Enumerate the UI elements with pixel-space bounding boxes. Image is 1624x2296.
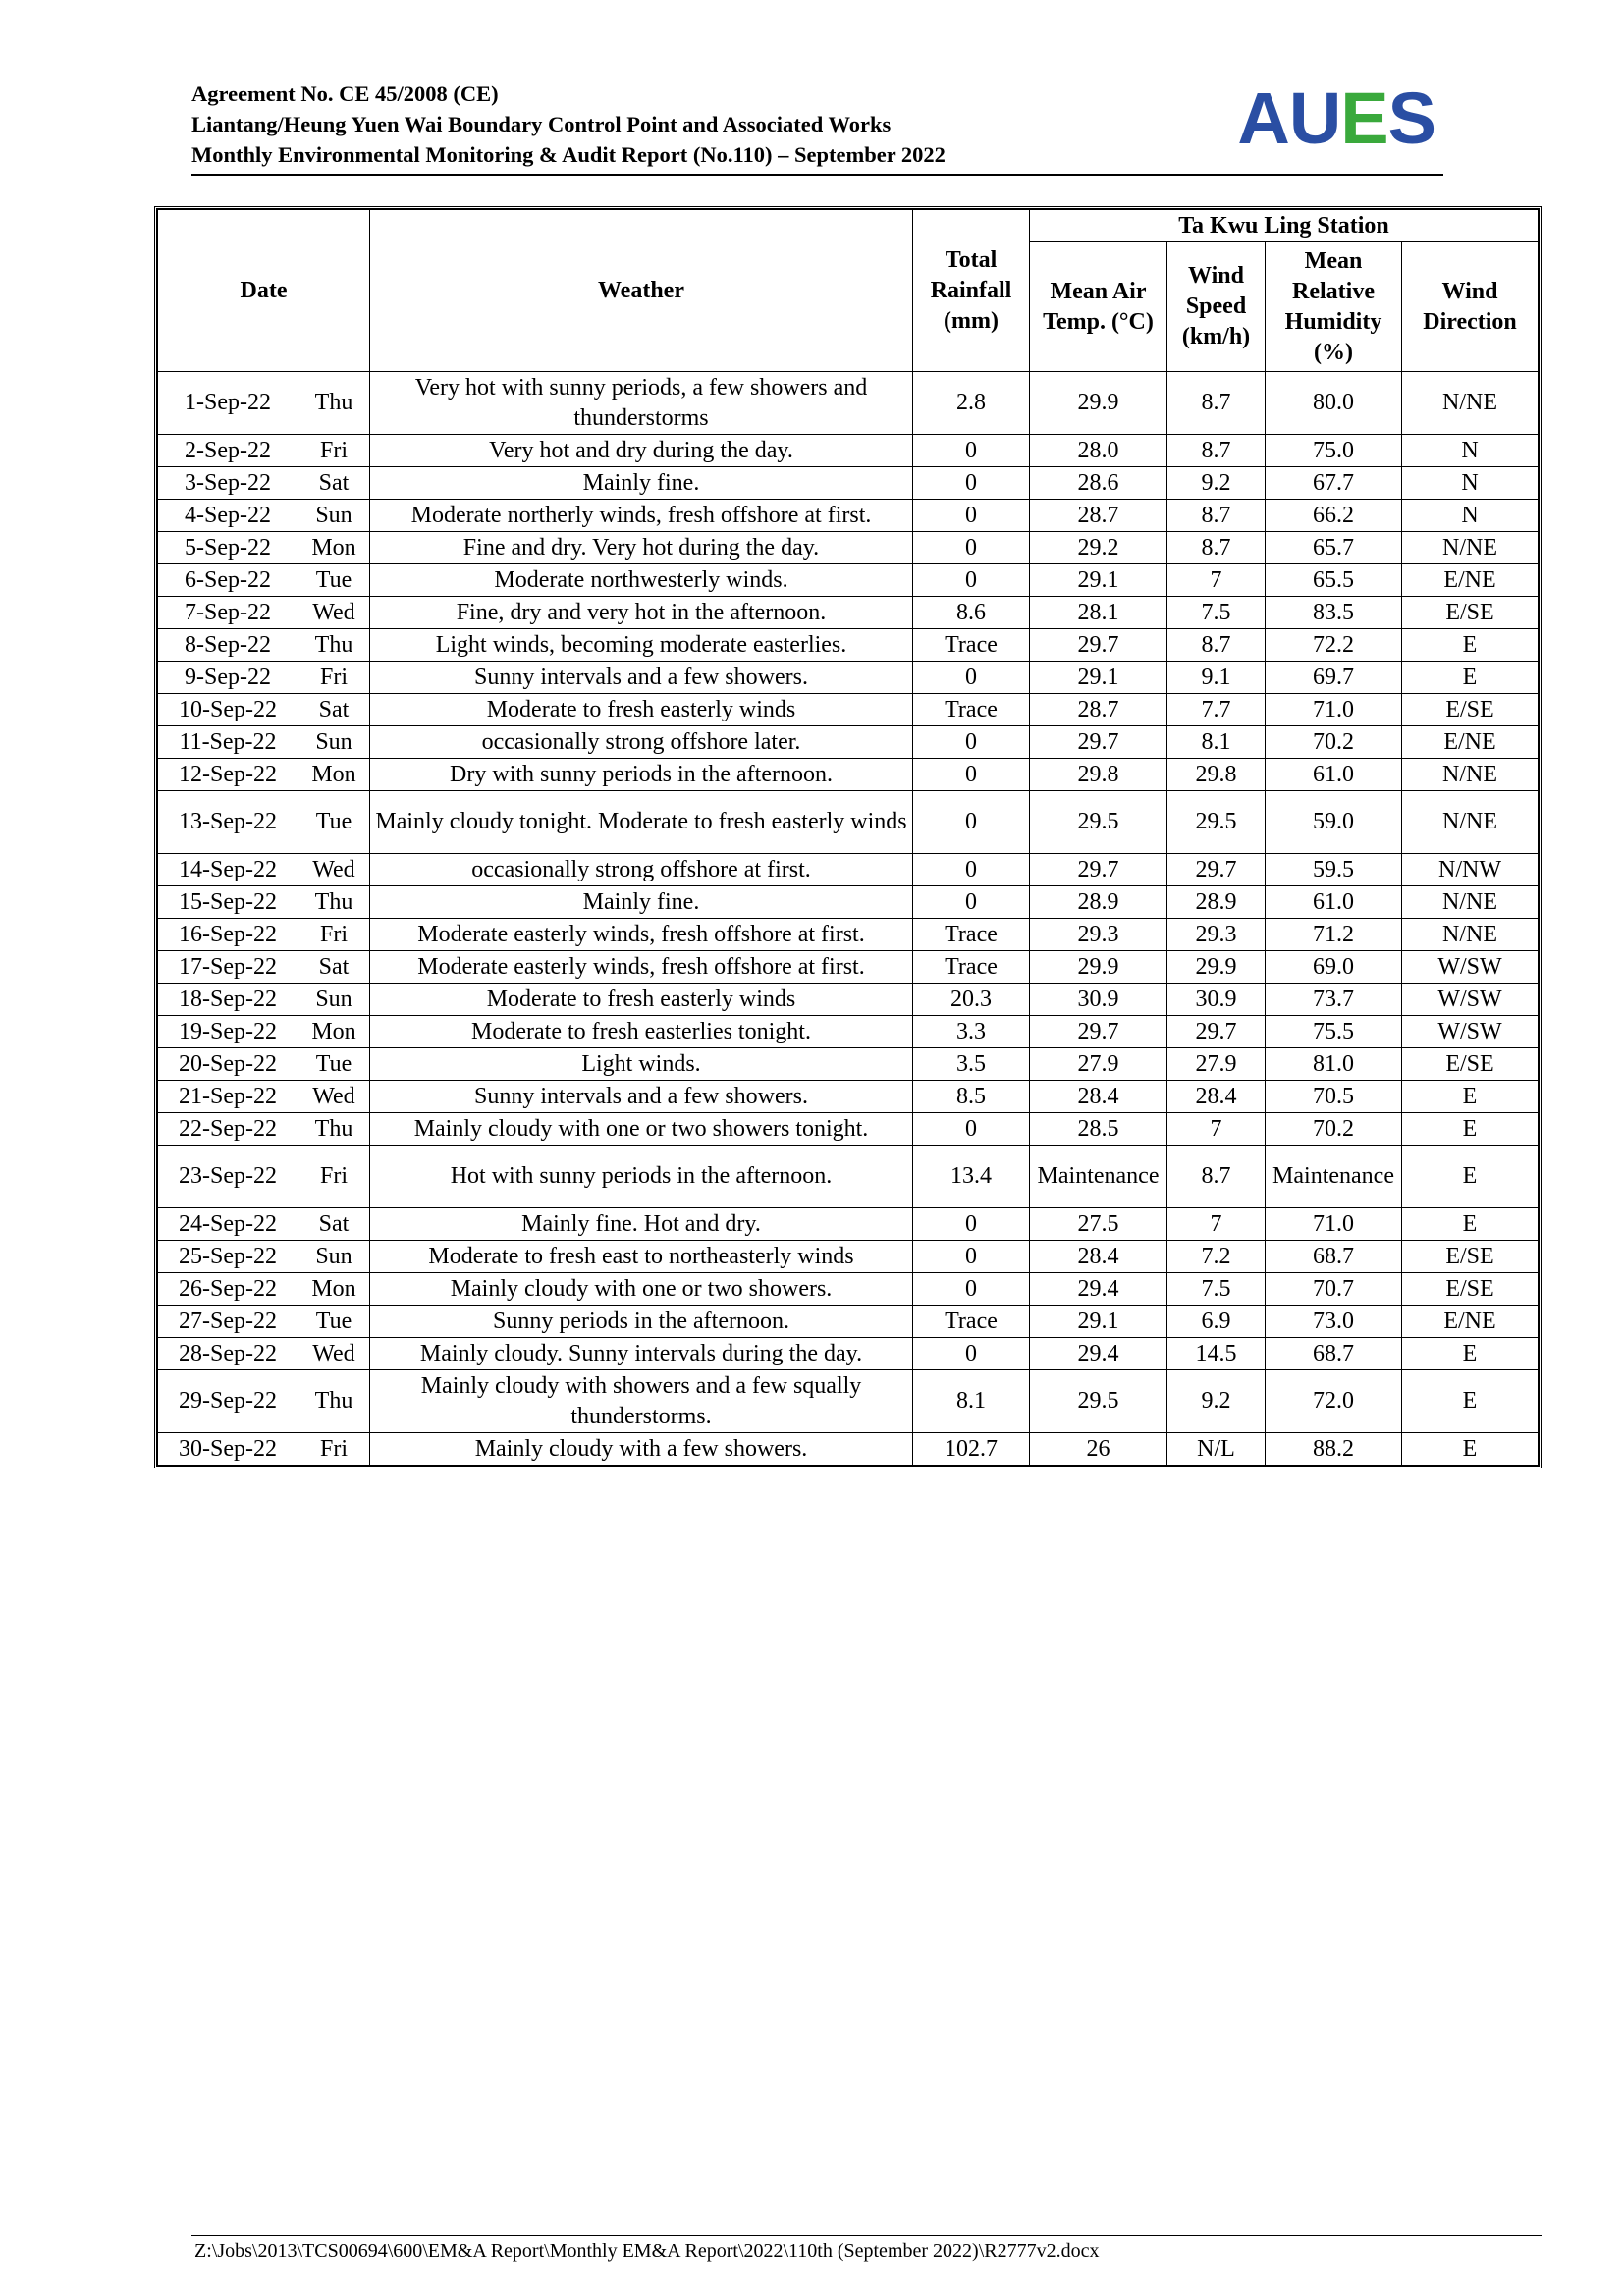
temp-cell: 30.9 xyxy=(1030,984,1167,1016)
humidity-cell: 66.2 xyxy=(1266,500,1402,532)
wind-direction-cell: N/NW xyxy=(1402,854,1539,886)
wind-speed-cell: 29.7 xyxy=(1167,854,1266,886)
rainfall-cell: 0 xyxy=(913,1273,1030,1306)
temp-cell: 27.9 xyxy=(1030,1048,1167,1081)
day-cell: Thu xyxy=(298,886,370,919)
table-row xyxy=(158,854,1539,886)
weather-cell: Mainly cloudy tonight. Moderate to fresh easterly winds xyxy=(370,791,913,854)
rainfall-cell: 0 xyxy=(913,532,1030,564)
rainfall-cell: 13.4 xyxy=(913,1146,1030,1208)
weather-cell: Sunny periods in the afternoon. xyxy=(370,1306,913,1338)
wind-direction-cell: N xyxy=(1402,435,1539,467)
wind-speed-cell: 8.7 xyxy=(1167,532,1266,564)
header-date: Date xyxy=(158,210,370,372)
temp-cell: 29.9 xyxy=(1030,372,1167,435)
day-cell: Mon xyxy=(298,759,370,791)
table-row xyxy=(158,1048,1539,1081)
date-cell: 28-Sep-22 xyxy=(158,1338,298,1370)
weather-cell: Mainly fine. xyxy=(370,467,913,500)
day-cell: Thu xyxy=(298,629,370,662)
weather-cell: Very hot and dry during the day. xyxy=(370,435,913,467)
day-cell: Sat xyxy=(298,467,370,500)
weather-cell: Moderate easterly winds, fresh offshore at first. xyxy=(370,919,913,951)
wind-speed-cell: 7.7 xyxy=(1167,694,1266,726)
wind-direction-cell: E/NE xyxy=(1402,726,1539,759)
temp-cell: 28.5 xyxy=(1030,1113,1167,1146)
date-cell: 8-Sep-22 xyxy=(158,629,298,662)
date-cell: 10-Sep-22 xyxy=(158,694,298,726)
humidity-cell: 59.0 xyxy=(1266,791,1402,854)
wind-speed-cell: 7.5 xyxy=(1167,1273,1266,1306)
wind-speed-cell: 8.7 xyxy=(1167,1146,1266,1208)
weather-cell: Dry with sunny periods in the afternoon. xyxy=(370,759,913,791)
header-humidity: Mean Relative Humidity (%) xyxy=(1266,242,1402,372)
logo-text-e: E xyxy=(1340,78,1388,159)
rainfall-cell: 0 xyxy=(913,759,1030,791)
weather-cell: Moderate to fresh east to northeasterly winds xyxy=(370,1241,913,1273)
agreement-number: Agreement No. CE 45/2008 (CE) xyxy=(191,81,499,106)
date-cell: 9-Sep-22 xyxy=(158,662,298,694)
date-cell: 24-Sep-22 xyxy=(158,1208,298,1241)
weather-cell: Mainly cloudy with a few showers. xyxy=(370,1433,913,1466)
date-cell: 7-Sep-22 xyxy=(158,597,298,629)
weather-cell: Light winds, becoming moderate easterlies. xyxy=(370,629,913,662)
table-row xyxy=(158,662,1539,694)
temp-cell: 28.7 xyxy=(1030,500,1167,532)
weather-cell: Mainly cloudy with one or two showers tonight. xyxy=(370,1113,913,1146)
temp-cell: 29.8 xyxy=(1030,759,1167,791)
humidity-cell: 81.0 xyxy=(1266,1048,1402,1081)
weather-cell: Moderate to fresh easterly winds xyxy=(370,694,913,726)
humidity-cell: 71.0 xyxy=(1266,1208,1402,1241)
wind-speed-cell: 29.7 xyxy=(1167,1016,1266,1048)
wind-speed-cell: 8.7 xyxy=(1167,629,1266,662)
footer-rule xyxy=(191,2235,1542,2236)
date-cell: 3-Sep-22 xyxy=(158,467,298,500)
header-rainfall: Total Rainfall (mm) xyxy=(913,210,1030,372)
date-cell: 20-Sep-22 xyxy=(158,1048,298,1081)
day-cell: Fri xyxy=(298,919,370,951)
wind-direction-cell: W/SW xyxy=(1402,951,1539,984)
date-cell: 29-Sep-22 xyxy=(158,1370,298,1433)
rainfall-cell: 0 xyxy=(913,564,1030,597)
weather-table-frame xyxy=(154,206,1542,1468)
table-row xyxy=(158,372,1539,435)
humidity-cell: 68.7 xyxy=(1266,1241,1402,1273)
temp-cell: 28.9 xyxy=(1030,886,1167,919)
humidity-cell: 73.0 xyxy=(1266,1306,1402,1338)
header-temp: Mean Air Temp. (°C) xyxy=(1030,242,1167,372)
humidity-cell: 70.2 xyxy=(1266,726,1402,759)
report-title: Monthly Environmental Monitoring & Audit Report (No.110) – September 2022 xyxy=(191,142,946,167)
day-cell: Sun xyxy=(298,1241,370,1273)
humidity-cell: 71.0 xyxy=(1266,694,1402,726)
table-row xyxy=(158,1016,1539,1048)
table-row xyxy=(158,435,1539,467)
table-row xyxy=(158,726,1539,759)
weather-cell: Fine and dry. Very hot during the day. xyxy=(370,532,913,564)
humidity-cell: 73.7 xyxy=(1266,984,1402,1016)
wind-speed-cell: 8.1 xyxy=(1167,726,1266,759)
wind-speed-cell: 7.2 xyxy=(1167,1241,1266,1273)
date-cell: 14-Sep-22 xyxy=(158,854,298,886)
wind-speed-cell: 9.2 xyxy=(1167,1370,1266,1433)
humidity-cell: 72.2 xyxy=(1266,629,1402,662)
weather-cell: Sunny intervals and a few showers. xyxy=(370,1081,913,1113)
rainfall-cell: 3.5 xyxy=(913,1048,1030,1081)
wind-speed-cell: 7 xyxy=(1167,1113,1266,1146)
wind-direction-cell: E/SE xyxy=(1402,694,1539,726)
date-cell: 23-Sep-22 xyxy=(158,1146,298,1208)
wind-speed-cell: 29.5 xyxy=(1167,791,1266,854)
header-station: Ta Kwu Ling Station xyxy=(1030,210,1539,242)
rainfall-cell: Trace xyxy=(913,629,1030,662)
table-row xyxy=(158,564,1539,597)
weather-cell: occasionally strong offshore later. xyxy=(370,726,913,759)
rainfall-cell: 0 xyxy=(913,886,1030,919)
table-row xyxy=(158,629,1539,662)
table-row xyxy=(158,500,1539,532)
wind-speed-cell: 29.9 xyxy=(1167,951,1266,984)
wind-direction-cell: E xyxy=(1402,1338,1539,1370)
rainfall-cell: 0 xyxy=(913,791,1030,854)
table-row xyxy=(158,1208,1539,1241)
rainfall-cell: 2.8 xyxy=(913,372,1030,435)
day-cell: Mon xyxy=(298,532,370,564)
rainfall-cell: 0 xyxy=(913,435,1030,467)
temp-cell: 28.0 xyxy=(1030,435,1167,467)
day-cell: Mon xyxy=(298,1016,370,1048)
temp-cell: 29.4 xyxy=(1030,1273,1167,1306)
day-cell: Fri xyxy=(298,435,370,467)
wind-direction-cell: N xyxy=(1402,500,1539,532)
weather-cell: occasionally strong offshore at first. xyxy=(370,854,913,886)
wind-direction-cell: N/NE xyxy=(1402,791,1539,854)
wind-direction-cell: E/SE xyxy=(1402,1273,1539,1306)
day-cell: Sun xyxy=(298,984,370,1016)
rainfall-cell: 0 xyxy=(913,500,1030,532)
wind-speed-cell: 6.9 xyxy=(1167,1306,1266,1338)
wind-speed-cell: 7 xyxy=(1167,564,1266,597)
rainfall-cell: 8.5 xyxy=(913,1081,1030,1113)
wind-direction-cell: E xyxy=(1402,629,1539,662)
table-row xyxy=(158,467,1539,500)
rainfall-cell: 8.6 xyxy=(913,597,1030,629)
humidity-cell: 80.0 xyxy=(1266,372,1402,435)
wind-speed-cell: 8.7 xyxy=(1167,435,1266,467)
humidity-cell: 70.7 xyxy=(1266,1273,1402,1306)
wind-speed-cell: 27.9 xyxy=(1167,1048,1266,1081)
day-cell: Sat xyxy=(298,951,370,984)
logo-text-s: S xyxy=(1387,78,1435,159)
table-row xyxy=(158,1081,1539,1113)
temp-cell: 27.5 xyxy=(1030,1208,1167,1241)
weather-cell: Light winds. xyxy=(370,1048,913,1081)
table-row xyxy=(158,532,1539,564)
wind-speed-cell: 8.7 xyxy=(1167,372,1266,435)
wind-direction-cell: E/SE xyxy=(1402,1241,1539,1273)
humidity-cell: 72.0 xyxy=(1266,1370,1402,1433)
wind-direction-cell: E xyxy=(1402,1208,1539,1241)
date-cell: 30-Sep-22 xyxy=(158,1433,298,1466)
humidity-cell: 61.0 xyxy=(1266,886,1402,919)
header-weather: Weather xyxy=(370,210,913,372)
wind-speed-cell: 29.3 xyxy=(1167,919,1266,951)
table-row xyxy=(158,1113,1539,1146)
weather-cell: Moderate to fresh easterlies tonight. xyxy=(370,1016,913,1048)
temp-cell: 29.5 xyxy=(1030,791,1167,854)
wind-speed-cell: 30.9 xyxy=(1167,984,1266,1016)
day-cell: Tue xyxy=(298,1306,370,1338)
table-body xyxy=(158,372,1539,1466)
rainfall-cell: 0 xyxy=(913,1208,1030,1241)
temp-cell: 28.7 xyxy=(1030,694,1167,726)
rainfall-cell: Trace xyxy=(913,694,1030,726)
humidity-cell: 75.5 xyxy=(1266,1016,1402,1048)
date-cell: 17-Sep-22 xyxy=(158,951,298,984)
humidity-cell: 65.5 xyxy=(1266,564,1402,597)
day-cell: Tue xyxy=(298,1048,370,1081)
day-cell: Thu xyxy=(298,372,370,435)
rainfall-cell: 8.1 xyxy=(913,1370,1030,1433)
header-wind-speed: Wind Speed (km/h) xyxy=(1167,242,1266,372)
table-row xyxy=(158,1273,1539,1306)
table-row xyxy=(158,1433,1539,1466)
project-title: Liantang/Heung Yuen Wai Boundary Control Point and Associated Works xyxy=(191,112,892,136)
table-row xyxy=(158,759,1539,791)
wind-direction-cell: W/SW xyxy=(1402,1016,1539,1048)
weather-cell: Very hot with sunny periods, a few showers and thunderstorms xyxy=(370,372,913,435)
wind-direction-cell: N/NE xyxy=(1402,532,1539,564)
temp-cell: 29.1 xyxy=(1030,662,1167,694)
table-row xyxy=(158,791,1539,854)
wind-speed-cell: 14.5 xyxy=(1167,1338,1266,1370)
rainfall-cell: 0 xyxy=(913,1113,1030,1146)
temp-cell: 28.1 xyxy=(1030,597,1167,629)
wind-direction-cell: N/NE xyxy=(1402,886,1539,919)
date-cell: 4-Sep-22 xyxy=(158,500,298,532)
table-row xyxy=(158,1241,1539,1273)
table-row xyxy=(158,597,1539,629)
wind-direction-cell: N/NE xyxy=(1402,372,1539,435)
temp-cell: 29.7 xyxy=(1030,629,1167,662)
day-cell: Mon xyxy=(298,1273,370,1306)
temp-cell: 29.7 xyxy=(1030,1016,1167,1048)
table-row xyxy=(158,694,1539,726)
temp-cell: 29.2 xyxy=(1030,532,1167,564)
report-header xyxy=(191,79,1443,176)
date-cell: 2-Sep-22 xyxy=(158,435,298,467)
table-row xyxy=(158,1338,1539,1370)
humidity-cell: 67.7 xyxy=(1266,467,1402,500)
humidity-cell: 69.7 xyxy=(1266,662,1402,694)
wind-speed-cell: 28.9 xyxy=(1167,886,1266,919)
weather-cell: Sunny intervals and a few showers. xyxy=(370,662,913,694)
wind-direction-cell: N xyxy=(1402,467,1539,500)
weather-cell: Moderate to fresh easterly winds xyxy=(370,984,913,1016)
table-row xyxy=(158,919,1539,951)
wind-direction-cell: N/NE xyxy=(1402,759,1539,791)
weather-cell: Mainly fine. Hot and dry. xyxy=(370,1208,913,1241)
wind-direction-cell: E xyxy=(1402,662,1539,694)
date-cell: 13-Sep-22 xyxy=(158,791,298,854)
day-cell: Thu xyxy=(298,1113,370,1146)
wind-direction-cell: E/SE xyxy=(1402,597,1539,629)
weather-cell: Hot with sunny periods in the afternoon. xyxy=(370,1146,913,1208)
day-cell: Tue xyxy=(298,564,370,597)
date-cell: 12-Sep-22 xyxy=(158,759,298,791)
weather-cell: Moderate easterly winds, fresh offshore at first. xyxy=(370,951,913,984)
date-cell: 21-Sep-22 xyxy=(158,1081,298,1113)
day-cell: Sun xyxy=(298,500,370,532)
date-cell: 16-Sep-22 xyxy=(158,919,298,951)
humidity-cell: 70.2 xyxy=(1266,1113,1402,1146)
rainfall-cell: 20.3 xyxy=(913,984,1030,1016)
day-cell: Wed xyxy=(298,597,370,629)
temp-cell: 29.5 xyxy=(1030,1370,1167,1433)
table-row xyxy=(158,886,1539,919)
humidity-cell: 61.0 xyxy=(1266,759,1402,791)
temp-cell: 28.4 xyxy=(1030,1081,1167,1113)
date-cell: 18-Sep-22 xyxy=(158,984,298,1016)
humidity-cell: 69.0 xyxy=(1266,951,1402,984)
footer-file-path: Z:\Jobs\2013\TCS00694\600\EM&A Report\Monthly EM&A Report\2022\110th (September 2022)\R2777v2.docx xyxy=(194,2240,1100,2262)
weather-cell: Moderate northwesterly winds. xyxy=(370,564,913,597)
humidity-cell: 59.5 xyxy=(1266,854,1402,886)
date-cell: 27-Sep-22 xyxy=(158,1306,298,1338)
temp-cell: Maintenance xyxy=(1030,1146,1167,1208)
wind-speed-cell: 9.2 xyxy=(1167,467,1266,500)
date-cell: 11-Sep-22 xyxy=(158,726,298,759)
wind-speed-cell: 8.7 xyxy=(1167,500,1266,532)
wind-direction-cell: E xyxy=(1402,1146,1539,1208)
weather-table xyxy=(157,209,1539,1466)
day-cell: Wed xyxy=(298,1081,370,1113)
rainfall-cell: 0 xyxy=(913,1241,1030,1273)
humidity-cell: 68.7 xyxy=(1266,1338,1402,1370)
humidity-cell: 71.2 xyxy=(1266,919,1402,951)
day-cell: Wed xyxy=(298,854,370,886)
temp-cell: 29.1 xyxy=(1030,1306,1167,1338)
table-row xyxy=(158,1306,1539,1338)
rainfall-cell: 0 xyxy=(913,662,1030,694)
weather-cell: Mainly cloudy. Sunny intervals during the day. xyxy=(370,1338,913,1370)
weather-cell: Mainly fine. xyxy=(370,886,913,919)
rainfall-cell: 0 xyxy=(913,726,1030,759)
header-wind-direction: Wind Direction xyxy=(1402,242,1539,372)
day-cell: Sat xyxy=(298,1208,370,1241)
logo-text-au: AU xyxy=(1237,78,1341,159)
date-cell: 5-Sep-22 xyxy=(158,532,298,564)
date-cell: 19-Sep-22 xyxy=(158,1016,298,1048)
weather-cell: Moderate northerly winds, fresh offshore at first. xyxy=(370,500,913,532)
date-cell: 6-Sep-22 xyxy=(158,564,298,597)
date-cell: 25-Sep-22 xyxy=(158,1241,298,1273)
wind-direction-cell: E/NE xyxy=(1402,564,1539,597)
wind-direction-cell: E/SE xyxy=(1402,1048,1539,1081)
temp-cell: 29.7 xyxy=(1030,854,1167,886)
aues-logo xyxy=(1237,78,1435,159)
temp-cell: 28.4 xyxy=(1030,1241,1167,1273)
wind-direction-cell: N/NE xyxy=(1402,919,1539,951)
wind-direction-cell: W/SW xyxy=(1402,984,1539,1016)
temp-cell: 29.9 xyxy=(1030,951,1167,984)
wind-speed-cell: 7.5 xyxy=(1167,597,1266,629)
wind-speed-cell: 7 xyxy=(1167,1208,1266,1241)
date-cell: 1-Sep-22 xyxy=(158,372,298,435)
wind-direction-cell: E xyxy=(1402,1113,1539,1146)
rainfall-cell: 0 xyxy=(913,1338,1030,1370)
temp-cell: 29.1 xyxy=(1030,564,1167,597)
temp-cell: 29.4 xyxy=(1030,1338,1167,1370)
wind-direction-cell: E xyxy=(1402,1433,1539,1466)
day-cell: Thu xyxy=(298,1370,370,1433)
humidity-cell: 70.5 xyxy=(1266,1081,1402,1113)
humidity-cell: Maintenance xyxy=(1266,1146,1402,1208)
temp-cell: 26 xyxy=(1030,1433,1167,1466)
date-cell: 22-Sep-22 xyxy=(158,1113,298,1146)
wind-speed-cell: 28.4 xyxy=(1167,1081,1266,1113)
table-row xyxy=(158,1146,1539,1208)
day-cell: Fri xyxy=(298,1146,370,1208)
wind-direction-cell: E xyxy=(1402,1370,1539,1433)
day-cell: Fri xyxy=(298,662,370,694)
rainfall-cell: 0 xyxy=(913,854,1030,886)
date-cell: 26-Sep-22 xyxy=(158,1273,298,1306)
humidity-cell: 83.5 xyxy=(1266,597,1402,629)
humidity-cell: 88.2 xyxy=(1266,1433,1402,1466)
temp-cell: 29.3 xyxy=(1030,919,1167,951)
wind-speed-cell: N/L xyxy=(1167,1433,1266,1466)
rainfall-cell: Trace xyxy=(913,919,1030,951)
wind-speed-cell: 9.1 xyxy=(1167,662,1266,694)
rainfall-cell: 0 xyxy=(913,467,1030,500)
wind-speed-cell: 29.8 xyxy=(1167,759,1266,791)
rainfall-cell: 102.7 xyxy=(913,1433,1030,1466)
day-cell: Tue xyxy=(298,791,370,854)
day-cell: Wed xyxy=(298,1338,370,1370)
day-cell: Sat xyxy=(298,694,370,726)
table-row xyxy=(158,984,1539,1016)
weather-cell: Fine, dry and very hot in the afternoon. xyxy=(370,597,913,629)
rainfall-cell: Trace xyxy=(913,951,1030,984)
weather-cell: Mainly cloudy with showers and a few squally thunderstorms. xyxy=(370,1370,913,1433)
rainfall-cell: Trace xyxy=(913,1306,1030,1338)
rainfall-cell: 3.3 xyxy=(913,1016,1030,1048)
date-cell: 15-Sep-22 xyxy=(158,886,298,919)
humidity-cell: 75.0 xyxy=(1266,435,1402,467)
wind-direction-cell: E/NE xyxy=(1402,1306,1539,1338)
day-cell: Fri xyxy=(298,1433,370,1466)
humidity-cell: 65.7 xyxy=(1266,532,1402,564)
table-row xyxy=(158,951,1539,984)
temp-cell: 29.7 xyxy=(1030,726,1167,759)
table-row xyxy=(158,1370,1539,1433)
weather-cell: Mainly cloudy with one or two showers. xyxy=(370,1273,913,1306)
day-cell: Sun xyxy=(298,726,370,759)
temp-cell: 28.6 xyxy=(1030,467,1167,500)
wind-direction-cell: E xyxy=(1402,1081,1539,1113)
